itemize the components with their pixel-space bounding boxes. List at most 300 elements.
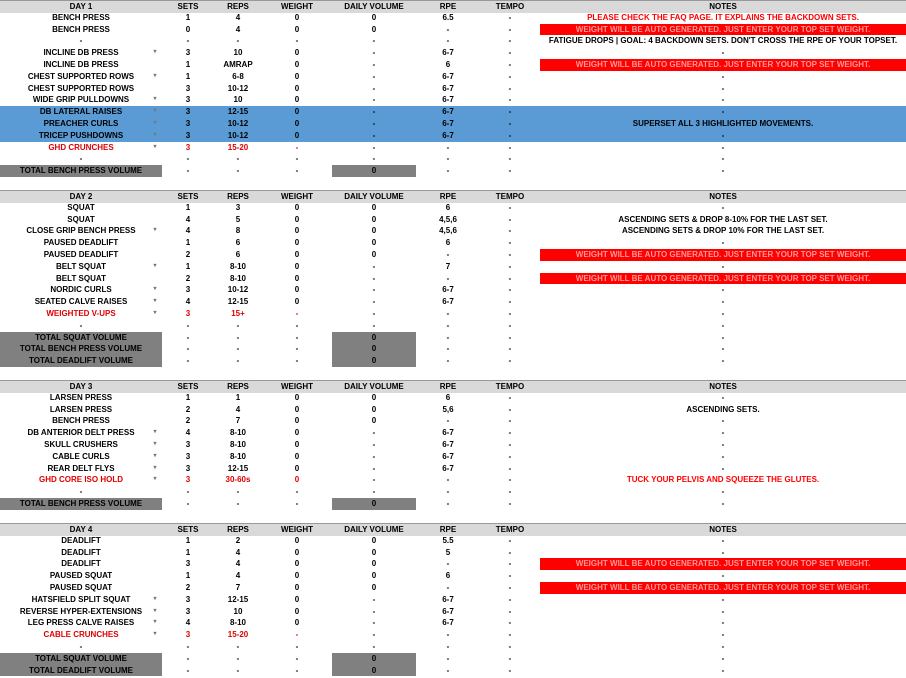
volume-cell: - <box>372 606 376 616</box>
weight-cell[interactable]: 0 <box>294 440 300 449</box>
sets-cell: 3 <box>185 630 191 640</box>
exercise-cell[interactable]: REAR DELT FLYS <box>47 463 115 473</box>
tempo-cell: - <box>508 12 512 22</box>
dropdown-arrow-icon[interactable]: ▾ <box>153 120 157 126</box>
dropdown-arrow-icon[interactable]: ▾ <box>153 310 157 316</box>
notes-cell: - <box>721 309 725 318</box>
volume-cell: 0 <box>371 250 377 259</box>
tempo-cell: - <box>508 499 512 508</box>
column-header-volume: DAILY VOLUME <box>344 525 404 534</box>
volume-cell: 0 <box>371 226 377 236</box>
reps-cell: - <box>236 356 240 366</box>
tempo-cell: - <box>508 60 512 69</box>
notes-cell: - <box>721 428 725 438</box>
weight-cell[interactable]: 0 <box>294 48 300 58</box>
tempo-cell: - <box>508 571 512 581</box>
exercise-cell[interactable]: DEADLIFT <box>61 547 101 557</box>
exercise-cell[interactable]: INCLINE DB PRESS <box>43 48 119 58</box>
exercise-row <box>0 535 906 547</box>
weight-cell[interactable]: - <box>295 344 299 354</box>
rpe-cell: - <box>446 475 450 485</box>
dropdown-arrow-icon[interactable]: ▾ <box>153 96 157 103</box>
dropdown-arrow-icon[interactable]: ▾ <box>153 607 157 614</box>
exercise-cell[interactable]: TOTAL BENCH PRESS VOLUME <box>0 498 162 510</box>
weight-cell[interactable]: 0 <box>294 571 300 581</box>
exercise-cell[interactable]: CHEST SUPPORTED ROWS <box>27 83 135 93</box>
exercise-cell[interactable]: - <box>79 320 83 330</box>
rpe-cell: - <box>446 142 450 152</box>
volume-cell: 0 <box>371 24 377 34</box>
weight-cell[interactable]: 0 <box>294 475 300 485</box>
notes-cell: - <box>721 238 725 248</box>
weight-cell[interactable]: - <box>295 499 299 508</box>
exercise-cell[interactable]: SKULL CRUSHERS <box>44 440 118 449</box>
column-header-sets: SETS <box>177 382 199 391</box>
rpe-cell: 6-7 <box>442 451 454 461</box>
volume-cell: - <box>372 48 376 58</box>
tempo-cell: - <box>508 71 512 81</box>
volume-cell: - <box>372 463 376 473</box>
reps-cell: - <box>236 642 240 651</box>
exercise-cell[interactable]: TRICEP PUSHDOWNS <box>38 130 124 140</box>
notes-cell: - <box>721 285 725 295</box>
exercise-cell[interactable]: TOTAL SQUAT VOLUME <box>0 653 162 665</box>
tempo-cell: - <box>508 166 512 176</box>
weight-cell[interactable]: - <box>295 154 299 164</box>
weight-cell[interactable]: - <box>295 642 299 651</box>
notes-cell: - <box>721 665 725 675</box>
volume-cell: 0 <box>371 238 377 248</box>
exercise-cell[interactable]: REVERSE HYPER-EXTENSIONS <box>19 606 143 616</box>
volume-cell: 0 <box>371 214 377 224</box>
column-header-tempo: TEMPO <box>495 525 525 534</box>
dropdown-arrow-icon[interactable]: ▾ <box>153 262 157 269</box>
rpe-cell: - <box>446 665 450 675</box>
dropdown-arrow-icon[interactable]: ▾ <box>153 619 157 626</box>
day-title: DAY 4 <box>69 525 93 534</box>
column-header-notes: NOTES <box>709 2 737 11</box>
tempo-cell: - <box>508 440 512 449</box>
notes-cell: - <box>721 107 725 117</box>
weight-cell[interactable]: 0 <box>294 535 300 545</box>
exercise-row <box>0 665 906 677</box>
sets-cell: - <box>186 36 190 46</box>
exercise-cell[interactable]: SQUAT <box>67 214 95 224</box>
weight-cell[interactable]: 0 <box>294 547 300 557</box>
rpe-cell: 4,5,6 <box>439 226 457 236</box>
exercise-row <box>0 474 906 486</box>
sets-cell: 4 <box>185 226 191 236</box>
weight-cell[interactable]: 0 <box>294 606 300 616</box>
exercise-cell[interactable]: DB LATERAL RAISES <box>39 107 123 117</box>
exercise-cell[interactable]: PAUSED DEADLIFT <box>43 250 119 259</box>
sets-cell: 3 <box>185 594 191 604</box>
weight-cell[interactable]: 0 <box>294 226 300 236</box>
exercise-row <box>0 106 906 118</box>
exercise-cell[interactable]: CLOSE GRIP BENCH PRESS <box>26 226 136 236</box>
sets-cell: 3 <box>185 475 191 485</box>
rpe-cell: - <box>446 344 450 354</box>
exercise-row <box>0 83 906 95</box>
weight-cell[interactable]: 0 <box>294 416 300 426</box>
exercise-row <box>0 415 906 427</box>
tempo-cell: - <box>508 154 512 164</box>
reps-cell: 7 <box>235 416 241 426</box>
weight-cell[interactable]: 0 <box>294 238 300 248</box>
dropdown-arrow-icon[interactable]: ▾ <box>153 429 157 436</box>
column-header-notes: NOTES <box>709 382 737 391</box>
dropdown-arrow-icon[interactable]: ▾ <box>153 441 157 447</box>
exercise-cell[interactable]: NORDIC CURLS <box>50 285 112 295</box>
rpe-cell: 5.5 <box>442 535 454 545</box>
volume-cell: - <box>372 273 376 283</box>
reps-cell: - <box>236 344 240 354</box>
weight-cell[interactable]: 0 <box>294 24 300 34</box>
rpe-cell: 6-7 <box>442 285 454 295</box>
sets-cell: 1 <box>185 571 191 581</box>
dropdown-arrow-icon[interactable]: ▾ <box>153 476 157 483</box>
reps-cell: 10-12 <box>227 119 249 128</box>
weight-cell[interactable]: 0 <box>294 594 300 604</box>
volume-cell: - <box>372 107 376 117</box>
notes-cell: WEIGHT WILL BE AUTO GENERATED. JUST ENTER YOUR TOP SET WEIGHT. <box>540 273 906 285</box>
dropdown-arrow-icon[interactable]: ▾ <box>153 286 157 293</box>
exercise-row <box>0 486 906 498</box>
weight-cell[interactable]: 0 <box>294 273 300 283</box>
rpe-cell: 6 <box>445 392 451 402</box>
rpe-cell: 7 <box>445 261 451 271</box>
notes-cell: - <box>721 83 725 93</box>
tempo-cell: - <box>508 630 512 640</box>
volume-cell: 0 <box>332 332 416 344</box>
weight-cell[interactable]: - <box>295 142 299 152</box>
exercise-cell[interactable]: SEATED CALVE RAISES <box>34 297 128 307</box>
reps-cell: 10 <box>233 95 243 105</box>
dropdown-arrow-icon[interactable]: ▾ <box>153 631 157 638</box>
reps-cell: 4 <box>235 547 241 557</box>
exercise-cell[interactable]: TOTAL BENCH PRESS VOLUME <box>0 165 162 177</box>
exercise-cell[interactable]: GHD CRUNCHES <box>48 142 114 152</box>
sets-cell: 4 <box>185 618 191 628</box>
exercise-cell[interactable]: LARSEN PRESS <box>49 404 113 414</box>
notes-cell: - <box>721 547 725 557</box>
exercise-row <box>0 582 906 594</box>
tempo-cell: - <box>508 83 512 93</box>
exercise-cell[interactable]: TOTAL BENCH PRESS VOLUME <box>0 343 162 355</box>
volume-cell: 0 <box>332 355 416 367</box>
notes-cell: TUCK YOUR PELVIS AND SQUEEZE THE GLUTES. <box>626 475 820 485</box>
exercise-row <box>0 153 906 165</box>
weight-cell[interactable]: 0 <box>294 261 300 271</box>
volume-cell: - <box>372 487 376 497</box>
weight-cell[interactable]: 0 <box>294 285 300 295</box>
exercise-cell[interactable]: TOTAL DEADLIFT VOLUME <box>0 355 162 367</box>
sets-cell: 3 <box>185 142 191 152</box>
exercise-row <box>0 94 906 106</box>
exercise-row <box>0 617 906 629</box>
weight-cell[interactable]: 0 <box>294 392 300 402</box>
exercise-cell[interactable]: GHD CORE ISO HOLD <box>38 475 123 485</box>
exercise-cell[interactable]: PAUSED SQUAT <box>49 583 113 592</box>
notes-cell: - <box>721 297 725 307</box>
weight-cell[interactable]: 0 <box>294 95 300 105</box>
tempo-cell: - <box>508 320 512 330</box>
exercise-row <box>0 59 906 71</box>
weight-cell[interactable]: 0 <box>294 107 300 117</box>
sets-cell: 2 <box>185 404 191 414</box>
exercise-cell[interactable]: CHEST SUPPORTED ROWS <box>27 71 135 81</box>
reps-cell: 15-20 <box>227 142 249 152</box>
notes-cell: - <box>721 48 725 58</box>
weight-cell[interactable]: - <box>295 653 299 663</box>
weight-cell[interactable]: 0 <box>294 202 300 212</box>
tempo-cell: - <box>508 392 512 402</box>
weight-cell[interactable]: 0 <box>294 583 300 592</box>
notes-cell: - <box>721 261 725 271</box>
tempo-cell: - <box>508 344 512 354</box>
exercise-cell[interactable]: BELT SQUAT <box>56 273 106 283</box>
exercise-cell[interactable]: DEADLIFT <box>61 535 101 545</box>
notes-cell: - <box>721 535 725 545</box>
reps-cell: 10-12 <box>227 83 249 93</box>
reps-cell: 10 <box>233 48 243 58</box>
exercise-cell[interactable]: CABLE CURLS <box>52 451 110 461</box>
exercise-cell[interactable]: - <box>79 487 83 497</box>
weight-cell[interactable]: 0 <box>294 214 300 224</box>
dropdown-arrow-icon[interactable]: ▾ <box>153 108 157 115</box>
sets-cell: - <box>186 487 190 497</box>
exercise-cell[interactable]: - <box>79 642 83 651</box>
exercise-cell[interactable]: DB ANTERIOR DELT PRESS <box>27 428 135 438</box>
exercise-cell[interactable]: SQUAT <box>67 202 95 212</box>
tempo-cell: - <box>508 475 512 485</box>
reps-cell: 8-10 <box>229 440 246 449</box>
tempo-cell: - <box>508 653 512 663</box>
volume-cell: - <box>372 142 376 152</box>
notes-cell: FATIGUE DROPS | GOAL: 4 BACKDOWN SETS. DON'T CROSS THE RPE OF YOUR TOPSET. <box>548 36 898 46</box>
exercise-cell[interactable]: PAUSED DEADLIFT <box>43 238 119 248</box>
tempo-cell: - <box>508 250 512 259</box>
exercise-cell[interactable]: CABLE CRUNCHES <box>43 630 119 640</box>
weight-cell[interactable]: - <box>295 630 299 640</box>
weight-cell[interactable]: 0 <box>294 119 300 128</box>
reps-cell: 12-15 <box>227 107 249 117</box>
exercise-cell[interactable]: WIDE GRIP PULLDOWNS <box>32 95 130 105</box>
exercise-row <box>0 392 906 404</box>
exercise-row <box>0 320 906 332</box>
rpe-cell: 6-7 <box>442 440 454 449</box>
sets-cell: 1 <box>185 202 191 212</box>
exercise-cell[interactable]: BENCH PRESS <box>52 12 110 22</box>
exercise-cell[interactable]: LEG PRESS CALVE RAISES <box>27 618 135 628</box>
volume-cell: - <box>372 119 376 128</box>
exercise-row <box>0 355 906 367</box>
volume-cell: 0 <box>371 583 377 592</box>
notes-cell: WEIGHT WILL BE AUTO GENERATED. JUST ENTER YOUR TOP SET WEIGHT. <box>540 24 906 36</box>
column-header-weight: WEIGHT <box>281 192 313 201</box>
exercise-cell[interactable]: LARSEN PRESS <box>49 392 113 402</box>
weight-cell[interactable]: - <box>295 487 299 497</box>
weight-cell[interactable]: - <box>295 356 299 366</box>
weight-cell[interactable]: 0 <box>294 83 300 93</box>
volume-cell: 0 <box>332 665 416 677</box>
notes-cell: - <box>721 463 725 473</box>
tempo-cell: - <box>508 261 512 271</box>
sets-cell: 1 <box>185 60 191 69</box>
volume-cell: - <box>372 130 376 140</box>
exercise-cell[interactable]: - <box>79 36 83 46</box>
column-header-volume: DAILY VOLUME <box>344 192 404 201</box>
exercise-row <box>0 332 906 344</box>
tempo-cell: - <box>508 428 512 438</box>
volume-cell: - <box>372 618 376 628</box>
dropdown-arrow-icon[interactable]: ▾ <box>153 227 157 234</box>
weight-cell[interactable]: 0 <box>294 618 300 628</box>
exercise-cell[interactable]: PAUSED SQUAT <box>49 571 113 581</box>
exercise-cell[interactable]: TOTAL SQUAT VOLUME <box>0 332 162 344</box>
column-header-tempo: TEMPO <box>495 2 525 11</box>
column-header-tempo: TEMPO <box>495 382 525 391</box>
rpe-cell: - <box>446 416 450 426</box>
rpe-cell: - <box>446 559 450 569</box>
reps-cell: 4 <box>235 12 241 22</box>
exercise-cell[interactable]: - <box>79 154 83 164</box>
tempo-cell: - <box>508 606 512 616</box>
notes-cell: - <box>721 166 725 176</box>
notes-cell: WEIGHT WILL BE AUTO GENERATED. JUST ENTER YOUR TOP SET WEIGHT. <box>540 59 906 71</box>
exercise-cell[interactable]: BENCH PRESS <box>52 416 110 426</box>
exercise-row <box>0 629 906 641</box>
tempo-cell: - <box>508 463 512 473</box>
exercise-cell[interactable]: TOTAL DEADLIFT VOLUME <box>0 665 162 677</box>
exercise-row <box>0 641 906 653</box>
notes-cell: - <box>721 356 725 366</box>
rpe-cell: - <box>446 499 450 508</box>
tempo-cell: - <box>508 356 512 366</box>
weight-cell[interactable]: - <box>295 332 299 342</box>
sets-cell: - <box>186 332 190 342</box>
exercise-cell[interactable]: WEIGHTED V-UPS <box>46 309 116 318</box>
rpe-cell: 6-7 <box>442 594 454 604</box>
exercise-cell[interactable]: BELT SQUAT <box>56 261 106 271</box>
weight-cell[interactable]: 0 <box>294 559 300 569</box>
rpe-cell: 6-7 <box>442 428 454 438</box>
dropdown-arrow-icon[interactable]: ▾ <box>153 595 157 602</box>
exercise-row <box>0 71 906 83</box>
dropdown-arrow-icon[interactable]: ▾ <box>153 49 157 56</box>
weight-cell[interactable]: - <box>295 665 299 675</box>
column-header-notes: NOTES <box>709 525 737 534</box>
volume-cell: - <box>372 71 376 81</box>
notes-cell: - <box>721 642 725 651</box>
tempo-cell: - <box>508 273 512 283</box>
day-title: DAY 3 <box>69 382 93 391</box>
weight-cell[interactable]: - <box>295 166 299 176</box>
weight-cell[interactable]: - <box>295 36 299 46</box>
dropdown-arrow-icon[interactable]: ▾ <box>153 298 157 305</box>
weight-cell[interactable]: 0 <box>294 463 300 473</box>
sets-cell: 1 <box>185 238 191 248</box>
notes-cell: ASCENDING SETS & DROP 8-10% FOR THE LAST SET. <box>618 214 828 224</box>
rpe-cell: 6 <box>445 60 451 69</box>
weight-cell[interactable]: 0 <box>294 250 300 259</box>
weight-cell[interactable]: 0 <box>294 428 300 438</box>
rpe-cell: 6-7 <box>442 48 454 58</box>
reps-cell: 4 <box>235 571 241 581</box>
reps-cell: 10-12 <box>227 285 249 295</box>
exercise-cell[interactable]: BENCH PRESS <box>52 24 110 34</box>
tempo-cell: - <box>508 665 512 675</box>
dropdown-arrow-icon[interactable]: ▾ <box>153 452 157 459</box>
reps-cell: 10-12 <box>227 130 249 140</box>
exercise-cell[interactable]: HATSFIELD SPLIT SQUAT <box>31 594 131 604</box>
reps-cell: 1 <box>235 392 241 402</box>
rpe-cell: 6-7 <box>442 463 454 473</box>
volume-cell: 0 <box>371 416 377 426</box>
weight-cell[interactable]: 0 <box>294 12 300 22</box>
notes-cell: - <box>721 344 725 354</box>
sets-cell: - <box>186 320 190 330</box>
reps-cell: 4 <box>235 24 241 34</box>
exercise-cell[interactable]: DEADLIFT <box>61 559 101 569</box>
exercise-row <box>0 214 906 226</box>
sets-cell: - <box>186 344 190 354</box>
reps-cell: 3 <box>235 202 241 212</box>
weight-cell[interactable]: 0 <box>294 71 300 81</box>
rpe-cell: - <box>446 24 450 34</box>
sets-cell: 3 <box>185 119 191 128</box>
exercise-row <box>0 343 906 355</box>
reps-cell: 8-10 <box>229 618 246 628</box>
weight-cell[interactable]: 0 <box>294 60 300 69</box>
dropdown-arrow-icon[interactable]: ▾ <box>153 143 157 150</box>
tempo-cell: - <box>508 559 512 569</box>
dropdown-arrow-icon[interactable]: ▾ <box>153 464 157 471</box>
notes-cell: ASCENDING SETS & DROP 10% FOR THE LAST SET. <box>621 226 825 236</box>
exercise-row <box>0 594 906 606</box>
tempo-cell: - <box>508 309 512 318</box>
notes-cell: WEIGHT WILL BE AUTO GENERATED. JUST ENTER YOUR TOP SET WEIGHT. <box>540 558 906 570</box>
sets-cell: 3 <box>185 559 191 569</box>
weight-cell[interactable]: - <box>295 320 299 330</box>
weight-cell[interactable]: 0 <box>294 451 300 461</box>
exercise-cell[interactable]: PREACHER CURLS <box>43 119 119 128</box>
weight-cell[interactable]: 0 <box>294 297 300 307</box>
volume-cell: - <box>372 297 376 307</box>
sets-cell: 1 <box>185 392 191 402</box>
exercise-cell[interactable]: INCLINE DB PRESS <box>43 60 119 69</box>
exercise-row <box>0 653 906 665</box>
volume-cell: - <box>372 594 376 604</box>
reps-cell: 6 <box>235 250 241 259</box>
weight-cell[interactable]: - <box>295 309 299 318</box>
reps-cell: 12-15 <box>227 463 249 473</box>
weight-cell[interactable]: 0 <box>294 404 300 414</box>
tempo-cell: - <box>508 95 512 105</box>
rpe-cell: - <box>446 653 450 663</box>
notes-cell: - <box>721 499 725 508</box>
weight-cell[interactable]: 0 <box>294 130 300 140</box>
tempo-cell: - <box>508 202 512 212</box>
notes-cell: ASCENDING SETS. <box>686 404 760 414</box>
sets-cell: 4 <box>185 428 191 438</box>
dropdown-arrow-icon[interactable]: ▾ <box>153 72 157 79</box>
rpe-cell: 6 <box>445 202 451 212</box>
exercise-row <box>0 130 906 142</box>
tempo-cell: - <box>508 332 512 342</box>
column-header-sets: SETS <box>177 192 199 201</box>
dropdown-arrow-icon[interactable]: ▾ <box>153 131 157 138</box>
